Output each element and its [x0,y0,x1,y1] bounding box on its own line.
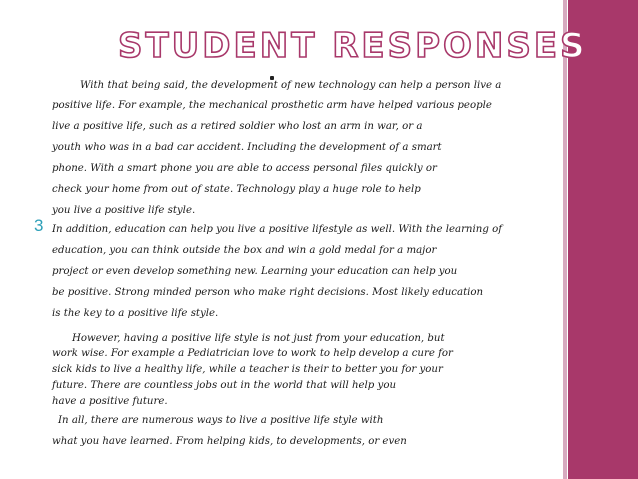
handwriting-line: sick kids to live a healthy life, while a teacher is their to better you for your [52,364,443,375]
accent-stripe [563,0,567,479]
handwriting-line: check your home from out of state. Technology play a huge role to help [52,184,421,195]
handwritten-response-scan [52,78,557,458]
handwriting-line: education, you can think outside the box and win a gold medal for a major [52,245,437,256]
handwriting-line: future. There are countless jobs out in the world that will help you [52,380,397,391]
handwriting-line: what you have learned. From helping kids, to developments, or even [52,436,407,447]
handwriting-line: project or even develop something new. Learning your education can help you [52,266,458,277]
accent-band [568,0,638,479]
slide-number: 3 [34,216,44,235]
handwriting-line: phone. With a smart phone you are able to access personal files quickly or [52,163,437,174]
handwriting-line: positive life. For example, the mechanical prosthetic arm have helped various people [52,100,492,111]
handwriting-line: is the key to a positive life style. [52,308,219,319]
handwriting-line: live a positive life, such as a retired soldier who lost an arm in war, or a [52,121,423,132]
handwriting-line: be positive. Strong minded person who make right decisions. Most likely education [52,287,484,298]
handwriting-line: youth who was in a bad car accident. Including the development of a smart [52,142,442,153]
handwriting-line: In addition, education can help you live a positive lifestyle as well. With the learning of [52,224,502,235]
handwriting-line: you live a positive life style. [52,205,196,216]
slide-title: STUDENT RESPONSES [118,26,588,66]
handwriting-line: However, having a positive life style is not just from your education, but [72,333,445,344]
handwriting-line: work wise. For example a Pediatrician love to work to help develop a cure for [52,348,453,359]
handwriting-line: have a positive future. [52,396,168,407]
handwriting-line: In all, there are numerous ways to live a positive life style with [58,415,384,426]
handwriting-line: With that being said, the development of new technology can help a person live a [80,80,502,91]
